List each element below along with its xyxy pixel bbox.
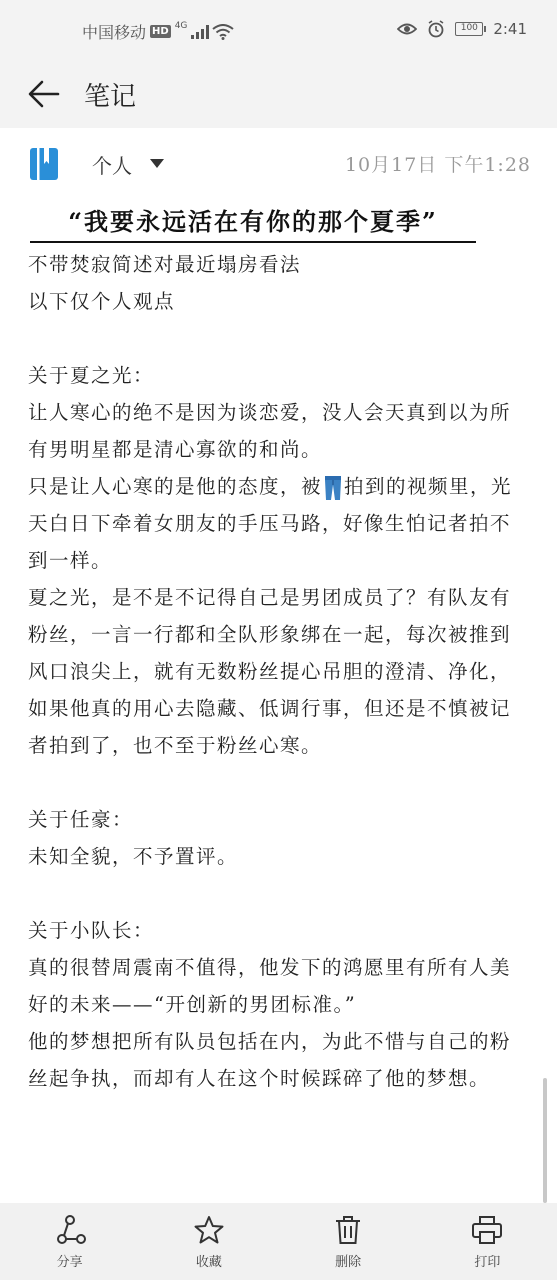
star-icon xyxy=(193,1215,225,1245)
paragraph xyxy=(28,320,528,357)
print-button[interactable] xyxy=(418,1203,557,1280)
arrow-left-icon xyxy=(28,80,60,108)
paragraph-segment: 只是让人心寒的是他的态度，被 xyxy=(28,475,323,498)
battery-icon: 100 xyxy=(455,22,483,36)
status-right xyxy=(397,20,527,38)
paragraph: 让人寒心的绝不是因为谈恋爱，没人会天真到以为所有男明星都是清心寡欲的和尚。 xyxy=(28,401,512,461)
paragraph xyxy=(28,875,528,912)
chevron-down-icon[interactable] xyxy=(150,159,164,168)
status-bar xyxy=(0,0,557,62)
share-icon xyxy=(54,1215,86,1245)
jeans-icon xyxy=(324,476,342,500)
paragraph: 他的梦想把所有队员包括在内，为此不惜与自己的粉丝起争执，而却有人在这个时候踩碎了他的梦想。 xyxy=(28,1030,512,1090)
scrollbar[interactable] xyxy=(543,1078,547,1203)
page-title: 笔记 xyxy=(84,82,137,112)
note-body xyxy=(28,246,528,1097)
share-button[interactable] xyxy=(0,1203,139,1280)
delete-button[interactable] xyxy=(279,1203,418,1280)
carrier-info xyxy=(82,20,234,43)
print-label: 打印 xyxy=(474,1255,501,1270)
printer-icon xyxy=(471,1215,503,1245)
hd-badge: HD xyxy=(152,26,169,37)
paragraph: 关于夏之光： xyxy=(28,364,155,387)
note-title: “我要永远活在有你的那个夏季” xyxy=(30,202,476,243)
trash-icon xyxy=(332,1215,364,1245)
share-label: 分享 xyxy=(56,1255,83,1270)
paragraph: 关于小队长： xyxy=(28,919,155,942)
back-button[interactable] xyxy=(24,74,64,114)
notebook-icon xyxy=(30,148,58,180)
paragraph: 以下仅个人观点 xyxy=(28,290,176,313)
note-date: 10月17日 下午1:28 xyxy=(344,154,531,176)
paragraph: 不带焚寂简述对最近塌房看法 xyxy=(28,253,302,276)
favorite-label: 收藏 xyxy=(195,1255,222,1270)
clock: 2:41 xyxy=(493,20,527,38)
paragraph: 夏之光，是不是不记得自己是男团成员了？有队友有粉丝，一言一行都和全队形象绑在一起，每次被推到风口浪尖上，就有无数粉丝提心吊胆的澄清、净化，如果他真的用心去隐藏、低调行事，但还是不慎被记者拍到了，也不至于粉丝心寒。 xyxy=(28,586,512,757)
app-header xyxy=(0,62,557,128)
wifi-icon xyxy=(212,24,234,40)
note-content[interactable] xyxy=(0,128,557,1203)
paragraph: 真的很替周震南不值得，他发下的鸿愿里有所有人美好的未来——“开创新的男团标准。” xyxy=(28,956,512,1016)
paragraph: 未知全貌，不予置评。 xyxy=(28,845,239,868)
paragraph-with-emoji xyxy=(28,468,528,579)
eye-icon xyxy=(397,22,417,36)
delete-label: 删除 xyxy=(335,1255,362,1270)
note-meta xyxy=(0,128,557,198)
paragraph xyxy=(28,764,528,801)
folder-selector[interactable]: 个人 xyxy=(92,154,132,178)
paragraph: 关于任豪： xyxy=(28,808,134,831)
alarm-icon xyxy=(427,20,445,38)
paragraph-segment: 拍到的视频里，光天白日下牵着女朋友的手压马路，好像生怕记者拍不到一样。 xyxy=(28,475,513,572)
network-type: 4G xyxy=(174,20,188,31)
carrier-name: 中国移动 xyxy=(82,23,147,42)
favorite-button[interactable] xyxy=(139,1203,278,1280)
signal-icon xyxy=(191,25,209,39)
bottom-toolbar xyxy=(0,1203,557,1280)
